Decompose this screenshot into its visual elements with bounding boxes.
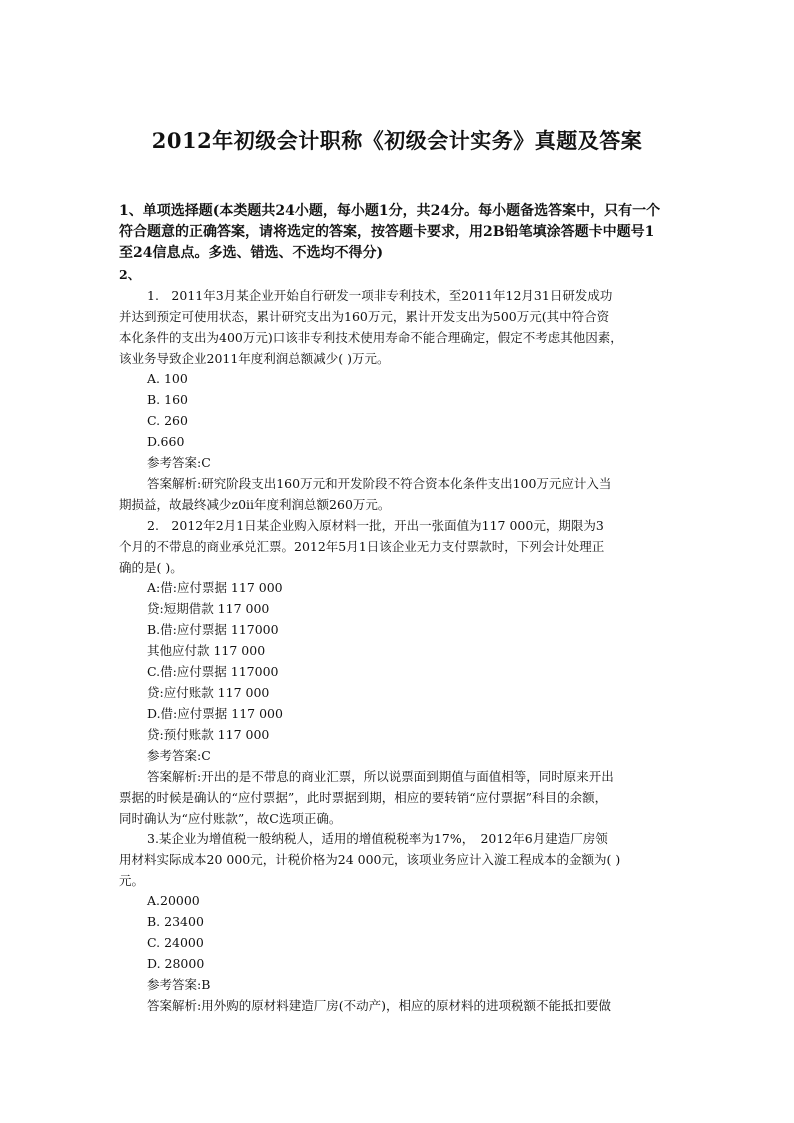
document-title: 2012年初级会计职称《初级会计实务》真题及答案: [151, 128, 643, 153]
question-3-option-a: A.20000: [147, 893, 200, 908]
question-1-stem: [119, 285, 679, 369]
question-2-option-line: 贷:短期借款 117 000: [147, 601, 270, 616]
question-3-analysis: [119, 995, 679, 1016]
question-1-line: 并达到预定可使用状态，累计研究支出为160万元，累计开发支出为500万元(其中符合资: [119, 309, 610, 324]
question-2-option-line: D.借:应付票据 117 000: [147, 706, 283, 721]
question-2-option-line: A:借:应付票据 117 000: [147, 580, 283, 595]
instruction-line: 至24信息点。多选、错选、不选均不得分): [119, 245, 384, 261]
question-3-line: 用材料实际成本20 000元，计税价格为24 000元，该项业务应计入漩工程成本的金额为( ): [119, 852, 621, 867]
question-1-option-b: B. 160: [147, 392, 188, 407]
question-1-option-d: D.660: [147, 434, 185, 449]
question-1-option-a: A. 100: [147, 371, 188, 386]
analysis-line: 同时确认为“应付账款”，故C选项正确。: [119, 811, 342, 826]
section-instructions: [119, 201, 679, 264]
question-2-option-line: 贷:预付账款 117 000: [147, 727, 270, 742]
question-3-answer: 参考答案:B: [147, 977, 211, 992]
analysis-line: 答案解析:开出的是不带息的商业汇票，所以说票面到期值与面值相等，同时原来开出: [147, 769, 614, 784]
question-3-option-b: B. 23400: [147, 914, 204, 929]
question-1-analysis: [119, 473, 679, 515]
question-1-line: 1. 2011年3月某企业开始自行研发一项非专利技术，至2011年12月31日研发成功: [147, 288, 613, 303]
question-2-option-line: C.借:应付票据 117000: [147, 664, 279, 679]
instruction-line: 1、单项选择题(本类题共24小题，每小题1分，共24分。每小题备选答案中，只有一个: [119, 203, 661, 219]
question-1-line: 本化条件的支出为400万元)口该非专利技术使用寿命不能合理确定，假定不考虑其他因素，: [119, 330, 623, 345]
question-2-line: 2. 2012年2月1日某企业购入原材料一批，开出一张面值为117 000元，期限为3: [147, 518, 604, 533]
question-2-option-line: 贷:应付账款 117 000: [147, 685, 270, 700]
question-3-line: 元。: [119, 873, 145, 888]
question-1-line: 该业务导致企业2011年度利润总额减少( )万元。: [119, 351, 390, 366]
analysis-line: 答案解析:用外购的原材料建造厂房(不动产)，相应的原材料的进项税额不能抵扣要做: [147, 998, 611, 1013]
question-3-line: 3.某企业为增值税一般纳税人，适用的增值税税率为17%， 2012年6月建造厂房领: [147, 831, 608, 846]
analysis-line: 票据的时候是确认的“应付票据”，此时票据到期，相应的要转销“应付票据”科目的余额，: [119, 790, 608, 805]
instruction-line: 符合题意的正确答案，请将选定的答案，按答题卡要求，用2B铅笔填涂答题卡中题号1: [119, 224, 655, 240]
question-3-option-c: C. 24000: [147, 935, 204, 950]
section-number: 2、: [119, 267, 141, 282]
question-2-line: 个月的不带息的商业承兑汇票。2012年5月1日该企业无力支付票款时，下列会计处理正: [119, 539, 605, 554]
question-1-option-c: C. 260: [147, 413, 188, 428]
question-2-analysis: [119, 766, 679, 829]
question-2-line: 确的是( )。: [119, 560, 183, 575]
question-3-option-d: D. 28000: [147, 956, 205, 971]
question-3-stem: [119, 828, 679, 891]
question-1-answer: 参考答案:C: [147, 455, 211, 470]
analysis-line: 期损益，故最终减少z0ii年度利润总额260万元。: [119, 497, 391, 512]
question-2-stem: [119, 515, 679, 578]
question-2-answer: 参考答案:C: [147, 748, 211, 763]
question-2-option-line: 其他应付款 117 000: [147, 643, 266, 658]
analysis-line: 答案解析:研究阶段支出160万元和开发阶段不符合资本化条件支出100万元应计入当: [147, 476, 612, 491]
question-2-option-line: B.借:应付票据 117000: [147, 622, 279, 637]
